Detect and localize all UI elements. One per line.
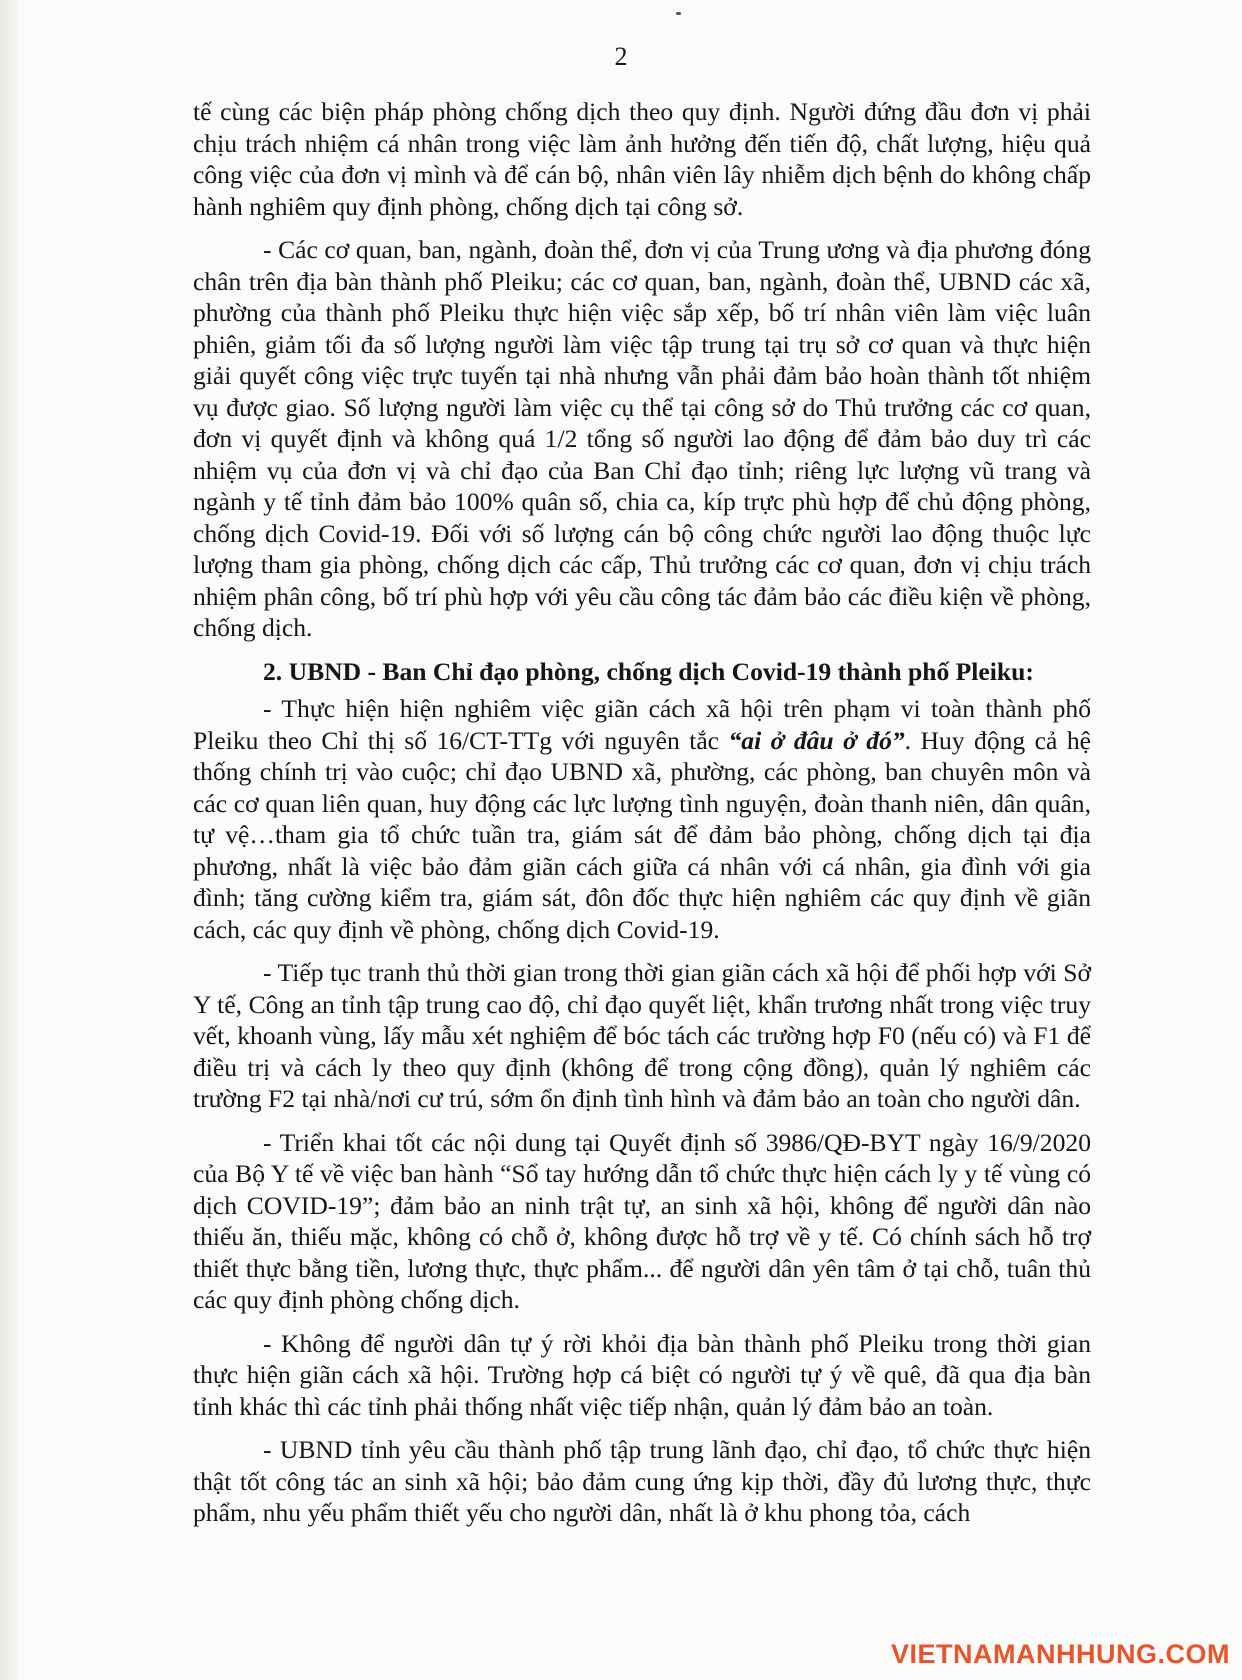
scan-speck (676, 12, 681, 15)
paragraph-social-distancing-start: - Thực hiện hiện nghiêm việc giãn cách xã hội trên phạm vi toàn thành phố Pleiku theo Chỉ thị số 16/CT-TTg với nguyên tắc (193, 694, 1091, 755)
paragraph-no-leaving: - Không để người dân tự ý rời khỏi địa bàn thành phố Pleiku trong thời gian thực hiện giãn cách xã hội. Trường hợp cá biệt có người tự ý về quê, đã qua địa bàn tỉnh khác thì các tỉnh phải thống nhất việc tiếp nhận, quản lý đảm bảo an toàn. (193, 1328, 1091, 1421)
paragraph-continuation: tế cùng các biện pháp phòng chống dịch theo quy định. Người đứng đầu đơn vị phải chịu trách nhiệm cá nhân trong việc làm ảnh hưởng đến tiến độ, chất lượng, hiệu quả công việc của đơn vị mình và để cán bộ, nhân viên lây nhiễm dịch bệnh do không chấp hành nghiêm quy định phòng, chống dịch tại công sở. (193, 97, 1091, 221)
page-number: 2 (614, 42, 628, 71)
paragraph-tracing: - Tiếp tục tranh thủ thời gian trong thời gian giãn cách xã hội để phối hợp với Sở Y tế, Công an tỉnh tập trung cao độ, chỉ đạo quyết liệt, khẩn trương nhất trong việc truy vết, khoanh vùng, lấy mẫu xét nghiệm để bóc tách các trường hợp F0 (nếu có) và F1 để điều trị và cách ly theo quy định (không để trong cộng đồng), quản lý nghiêm các trường F2 tại nhà/nơi cư trú, sớm ổn định tình hình và đảm bảo an toàn cho người dân. (193, 958, 1091, 1113)
document-body (193, 96, 1091, 1541)
paragraph-social-distancing-end: . Huy động cả hệ thống chính trị vào cuộc; chỉ đạo UBND xã, phường, các phòng, ban chuyên môn và các cơ quan liên quan, huy động các lực lượng tình nguyện, đoàn thanh niên, dân quân, tự vệ…tham gia tổ chức tuần tra, giám sát để đảm bảo phòng, chống dịch tại địa phương, nhất là việc bảo đảm giãn cách giữa cá nhân với cá nhân, gia đình với gia đình; tăng cường kiểm tra, giám sát, đôn đốc thực hiện nghiêm các quy định về giãn cách, các quy định về phòng, chống dịch Covid-19. (193, 725, 1091, 944)
section-heading-2: 2. UBND - Ban Chỉ đạo phòng, chống dịch Covid-19 thành phố Pleiku: (263, 656, 1034, 686)
paragraph-social-distancing (193, 693, 1091, 945)
principle-quote: “ai ở đâu ở đó” (728, 725, 905, 755)
paragraph-agencies-rotation: - Các cơ quan, ban, ngành, đoàn thể, đơn vị của Trung ương và địa phương đóng chân trên địa bàn thành phố Pleiku; các cơ quan, ban, ngành, đoàn thể, UBND các xã, phường của thành phố Pleiku thực hiện việc sắp xếp, bố trí nhân viên làm việc luân phiên, giảm tối đa số lượng người làm việc tập trung tại trụ sở cơ quan và thực hiện giải quyết công việc trực tuyến tại nhà nhưng vẫn phải đảm bảo hoàn thành tốt nhiệm vụ được giao. Số lượng người làm việc cụ thể tại công sở do Thủ trưởng các cơ quan, đơn vị quyết định và không quá 1/2 tổng số người lao động để đảm bảo duy trì các nhiệm vụ của đơn vị và chỉ đạo của Ban Chỉ đạo tỉnh; riêng lực lượng vũ trang và ngành y tế tỉnh đảm bảo 100% quân số, chia ca, kíp trực phù hợp để chủ động phòng, chống dịch Covid-19. Đối với số lượng cán bộ công chức người lao động thuộc lực lượng tham gia phòng, chống dịch các cấp, Thủ trưởng các cơ quan, đơn vị chịu trách nhiệm phân công, bố trí phù hợp với yêu cầu công tác đảm bảo các điều kiện về phòng, chống dịch. (193, 235, 1091, 642)
paragraph-social-security: - UBND tỉnh yêu cầu thành phố tập trung lãnh đạo, chỉ đạo, tổ chức thực hiện thật tốt công tác an sinh xã hội; bảo đảm cung ứng kịp thời, đầy đủ lương thực, thực phẩm, nhu yếu phẩm thiết yếu cho người dân, nhất là ở khu phong tỏa, cách (193, 1435, 1091, 1527)
page-edge-shadow (0, 0, 18, 1680)
site-watermark: VIETNAMANHHUNG.COM (891, 1639, 1230, 1669)
paragraph-decision-3986: - Triển khai tốt các nội dung tại Quyết định số 3986/QĐ-BYT ngày 16/9/2020 của Bộ Y tế về việc ban hành “Sổ tay hướng dẫn tổ chức thực hiện cách ly y tế vùng có dịch COVID-19”; đảm bảo an ninh trật tự, an sinh xã hội, không để người dân nào thiếu ăn, thiếu mặc, không có chỗ ở, không được hỗ trợ về y tế. Có chính sách hỗ trợ thiết thực bằng tiền, lương thực, thực phẩm... để người dân yên tâm ở tại chỗ, tuân thủ các quy định phòng chống dịch. (193, 1127, 1091, 1314)
